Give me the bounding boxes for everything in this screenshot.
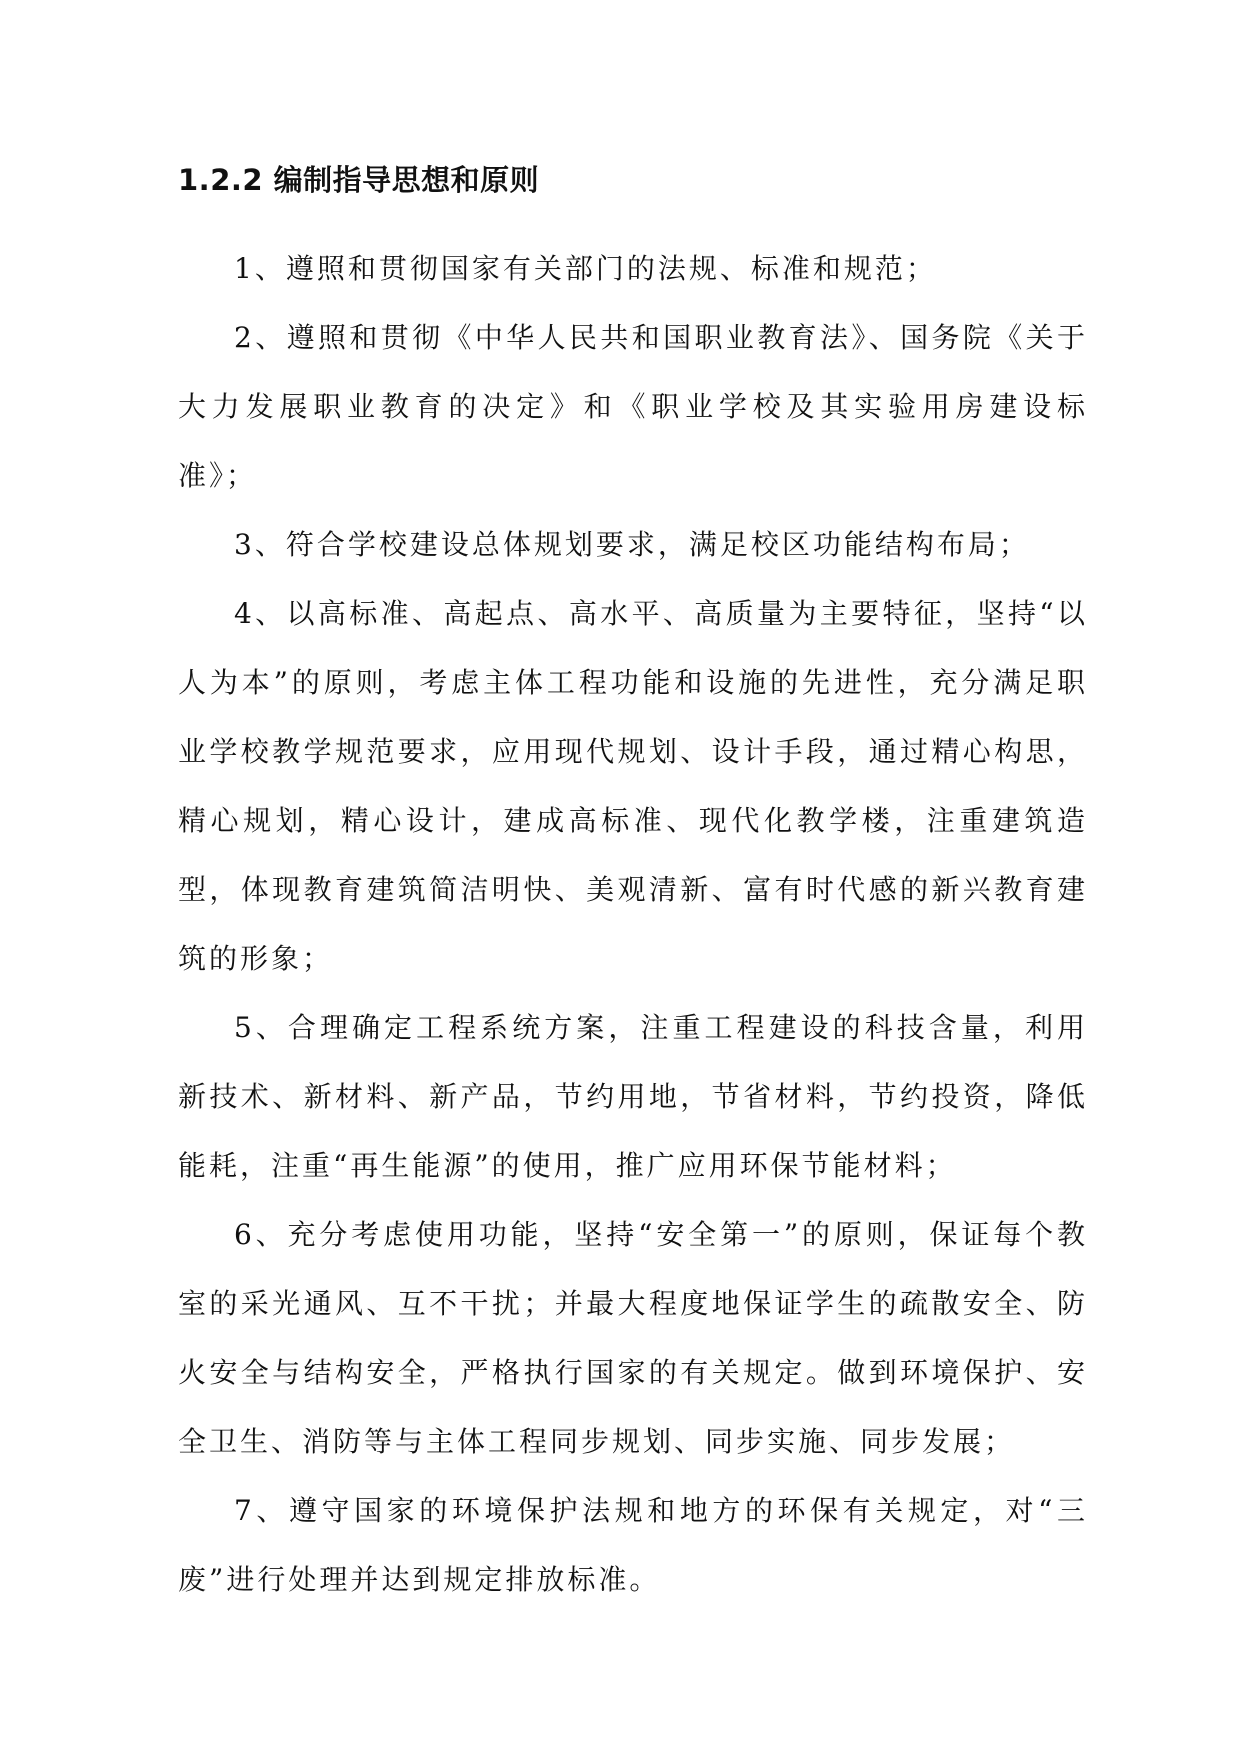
document-page <box>178 158 1088 1614</box>
principle-item-2: 2、遵照和贯彻《中华人民共和国职业教育法》、国务院《关于大力发展职业教育的决定》和《职业学校及其实验用房建设标准》； <box>178 321 1088 492</box>
principle-item-1: 1、遵照和贯彻国家有关部门的法规、标准和规范； <box>234 252 937 285</box>
principle-item-6: 6、充分考虑使用功能，坚持“安全第一”的原则，保证每个教室的采光通风、互不干扰；并最大程度地保证学生的疏散安全、防火安全与结构安全，严格执行国家的有关规定。做到环境保护、安全卫生、消防等与主体工程同步规划、同步实施、同步发展； <box>178 1218 1088 1458</box>
principle-item-7: 7、遵守国家的环境保护法规和地方的环保有关规定，对“三废”进行处理并达到规定排放标准。 <box>178 1494 1088 1596</box>
principle-item-5: 5、合理确定工程系统方案，注重工程建设的科技含量，利用新技术、新材料、新产品，节约用地，节省材料，节约投资，降低能耗，注重“再生能源”的使用，推广应用环保节能材料； <box>178 1011 1088 1182</box>
principle-item-3: 3、符合学校建设总体规划要求，满足校区功能结构布局； <box>234 528 1030 561</box>
section-heading: 1.2.2 编制指导思想和原则 <box>178 163 540 197</box>
principle-item-4: 4、以高标准、高起点、高水平、高质量为主要特征，坚持“以人为本”的原则，考虑主体工程功能和设施的先进性，充分满足职业学校教学规范要求，应用现代规划、设计手段，通过精心构思，精心规划，精心设计，建成高标准、现代化教学楼，注重建筑造型，体现教育建筑简洁明快、美观清新、富有时代感的新兴教育建筑的形象； <box>178 597 1088 975</box>
